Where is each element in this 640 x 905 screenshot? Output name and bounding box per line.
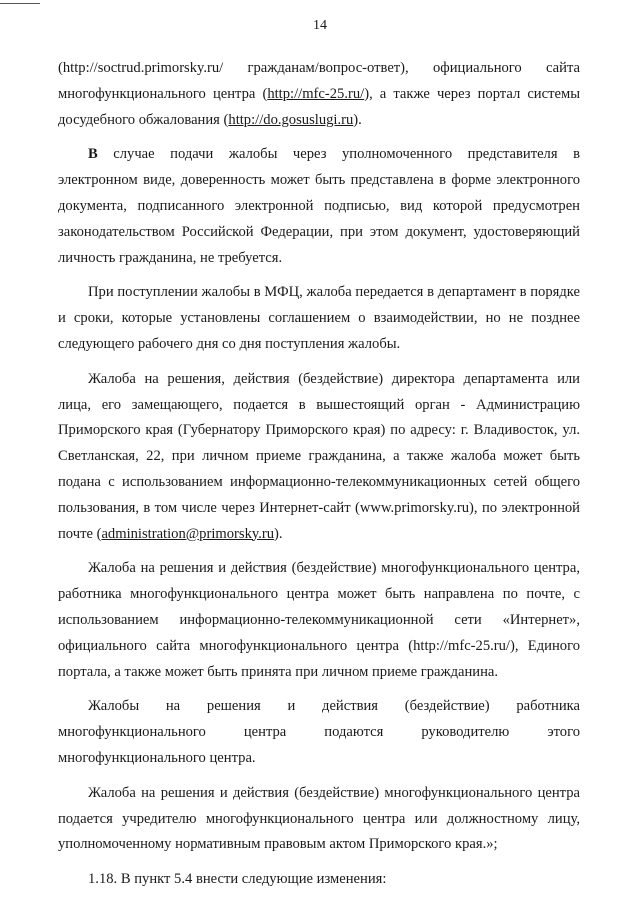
paragraph-3: При поступлении жалобы в МФЦ, жалоба передается в департамент в порядке и сроки, которые установлены соглашением о взаимодействии, но не позднее следующего рабочего дня со дня поступления жалобы. (58, 284, 580, 352)
paragraph-7: Жалоба на решения и действия (бездействие) многофункционального центра подается учредителю многофункционального центра или должностному лицу, уполномоченному нормативным правовым актом Приморского края.»; (58, 784, 580, 853)
paragraph-4: Жалоба на решения, действия (бездействие) директора департамента или лица, его замещающего, подается в вышестоящий орган - Администрацию Приморского края (Губернатору Приморского края) по адресу: г. Владивосток, ул. Светланская, 22, при личном приеме гражданина, а также жалоба может быть подана с использованием информационно-телекоммуникационных сетей общего пользования, в том числе через Интернет-сайт (www.primorsky.ru), по электронной почте (administration@primorsky.ru). (58, 370, 580, 542)
page-number: 14 (313, 18, 327, 33)
paragraph-2: В случае подачи жалобы через уполномоченного представителя в электронном виде, доверенность может быть представлена в форме электронного документа, подписанного электронной подписью, вид которой предусмотрен законодательством Российской Федерации, при этом документ, удостоверяющий личность гражданина, не требуется. (58, 146, 580, 266)
gosuslugi-link[interactable]: http://do.gosuslugi.ru (228, 111, 354, 128)
scan-artifact-line (0, 3, 40, 4)
paragraph-6: Жалобы на решения и действия (бездействие) работника многофункционального центра подаются руководителю этого многофункционального центра. (58, 698, 580, 766)
paragraph-5: Жалоба на решения и действия (бездействие) многофункционального центра, работника многофункционального центра может быть направлена по почте, с использованием информационно-телекоммуникационной сети «Интернет», официального сайта многофункционального центра (http://mfc-25.ru/), Единого портала, а также может быть принята при личном приеме гражданина. (58, 560, 580, 680)
paragraph-1: (http://soctrud.primorsky.ru/ гражданам/вопрос-ответ), официального сайта многофункционального центра (http://mfc-25.ru/), а также через портал системы досудебного обжалования (http://do.gosuslugi.ru). (58, 60, 580, 128)
document-body (58, 56, 580, 902)
mfc-link[interactable]: http://mfc-25.ru/ (267, 85, 365, 102)
email-link[interactable]: administration@primorsky.ru (101, 525, 275, 542)
paragraph-8: 1.18. В пункт 5.4 внести следующие изменения: (88, 871, 387, 888)
